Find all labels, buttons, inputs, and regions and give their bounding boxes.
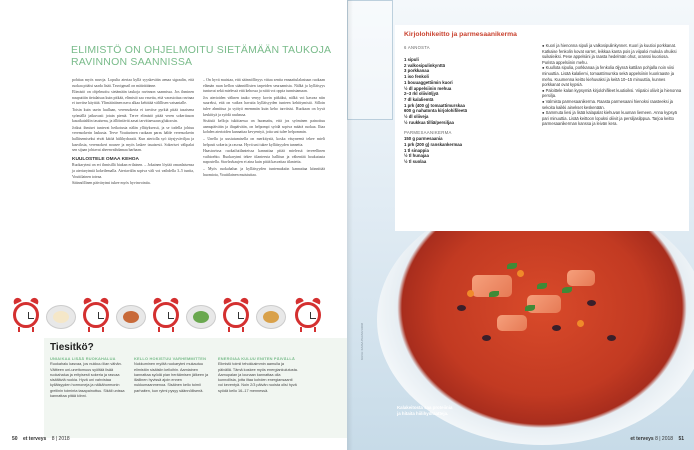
recipe-step: ● Paloittele kalan kypsymiä kirjolohifileet kuutioiksi. Viipaloi oliivit ja hienonna persilja. — [542, 87, 682, 99]
ingredient: 3 porkkanaa — [404, 68, 430, 74]
paragraph: Jos aterioiden välinen tauko venyy kovin pitkäksi, nälkä voi kasvaa niin suureksi, että on vaikea havaita kylläisyyden tunteen kehittymistä. Silloin tulee ahmittua ja syötyä enemmän kuin keho tarvitsisi. Ruokaan on hyvä keskittyä ja syödä rauhassa. — [203, 95, 325, 117]
ingredient: 2 valkosipulinkynttä — [404, 62, 446, 68]
fact-body: Ruokahalu kasvaa, jos nukkuu liian vähän. Väitteen uni-unettomuus syöltää lisää ruokahalua ja erityisesti sokeria ja rasvaa sisältäviä ruokia. Hyvä uni vahvistaa kylläisyyden hormoneja ja nälkähormonin greliinin toiminta tasapainottuu. Sikäli unissa kannattaa pitää kiinni. — [50, 362, 125, 399]
clock-plate-illustration — [12, 298, 342, 336]
article-headline: ELIMISTÖ ON OHJELMOITU SIETÄMÄÄN TAUKOJA RAVINNON SAANNISSA — [71, 44, 331, 68]
page-gutter — [347, 0, 353, 450]
fact-body: Nukkuminen myötä ruokarytmi mukautuu elimistön sisäisiin kelloihin. Aamiainen kannattaa syödä pian heräämisen jälkeen ja illallinen hyvissä ajoin ennen nukkumaanmenoa. Sisäinen kello toimii parhaiten, kun rytmi pysyy säännöllisenä. — [134, 362, 209, 393]
paragraph: – On hyvä muistaa, että säännöllisyys vittaa sentta ennaattulalastuun ruokaan elämän ruan kellon säännöllisten tarpeiden seuraamista. Nälkä ja kylläisyys tuntuvat sekä mielessä että kehossa ja niitä voi oppia tunnistamaan. — [203, 78, 325, 94]
herb-leaf — [489, 291, 499, 297]
ingredient: 600 g nahatonta kirjolohifileetä — [404, 108, 468, 114]
salmon-piece — [497, 315, 527, 331]
olive — [607, 335, 616, 341]
ingredient: 2–3 rkl oliiviöljyä — [404, 91, 439, 97]
fact-column — [134, 356, 214, 394]
paragraph: Elimistö on ohjelmoitu sietämään taukoja ravinnon saannissa. Jos ihminen nauputtiin tietalaisaa kuin pitkää, elimistö saa vasetta, että varastoitua ravinaa ei tarvitse käyttää. Ylimääräinen nava alkaa kehittää välillisen vatsantalle. — [72, 90, 194, 106]
herb-leaf — [507, 263, 517, 269]
ingredient: ½ tl suolaa — [404, 158, 427, 164]
ingredient: 7 dl kalaliemtä — [404, 96, 434, 102]
olive — [457, 305, 466, 311]
servings-label: 6 ANNOSTA — [404, 45, 430, 50]
recipe-step: ● Kuori ja hienonna sipuli ja valkosipulinkynnet. Kuori ja kuutioi porkkanat. Katkaise fenkolin kovat varret, leikkaa kanta pois ja viipaloi mukula ohuiksi suikaleiksi. Pese appelsiini ja raasta hedelmän ohut, oranssi kuoriosa. Purista appelsiinin mehu. — [542, 43, 677, 65]
paragraph: pohtiaa myös navoja. Lopulta ateriaa kyllä syyskevään aenaa sigraalin, että ruokaa pitäisi saada lisää. Tavoigmail on määrättänne. — [72, 78, 194, 88]
paragraph: Haastavissa ruokailutilanteissa kannattaa pitää mielessä terveellinen vaihtoehto. Ruokarytmi tekee tilanteesta hallitun ja vähentää houkutusta napostella. Stavlavkaujen ei aina kuin pitää kasvattaa tilanteita. — [203, 149, 325, 165]
ingredient: 1 prk (400 g) tomaattimurskaa — [404, 102, 465, 108]
plate-icon — [46, 305, 76, 329]
page-number: 50 — [12, 436, 18, 442]
alarm-clock-icon — [12, 298, 40, 332]
plate-icon — [186, 305, 216, 329]
olive — [552, 325, 561, 331]
alarm-clock-icon — [222, 298, 250, 332]
ingredient: 1 bouuaggettiimin kuori — [404, 79, 453, 85]
did-you-know-box — [44, 338, 347, 438]
carrot-piece — [577, 320, 584, 327]
recipe-title: Kirjolohikeitto ja parmesaanikerma — [404, 31, 517, 38]
recipe-step: ● Kuullota sipulia, porkkanaa ja fenkolia öljyssä kattilan pohjalla noin viisi minuuttia. Lisää kalaliemi, tomaattimurska sekä appelsiinin kuoriraaste ja mehu. Kuumenna keitto kiehuvaksi ja keitä 10–15 minuuttia, kunnes porkkanat ovat kypsiä. — [542, 65, 674, 88]
herb-leaf — [525, 305, 535, 311]
ingredient: ½ tl hunajaa — [404, 153, 429, 159]
fact-column — [218, 356, 298, 394]
page-number: 51 — [678, 436, 684, 442]
fact-body: Elimistö toimii tehokkaimmin aamulla ja päivällä. Tämä koskee myös energiankulutusta. Aamupalan ja lounaan kannattaa olla kunnollisia, jotta iltaa kohden energiansaanti voi keventyä. Noin 2/3 päivän ruoista olisi hyvä syödä kello 16–17 mennessä. — [218, 362, 298, 393]
olive — [587, 300, 596, 306]
recipe-steps — [542, 43, 682, 127]
salmon-piece — [567, 270, 595, 286]
recipe-step: ● Sammuta liesi ja lisää kalapalat kiehuvan kuuman liemeen. Anna kypsyä pari minuuttia. Lisää keittoon lopuksi oliivit ja persiljasilppua. Tarjoa keitto parmesaanikerman kanssa ja leivän kera. — [542, 110, 677, 127]
carrot-piece — [517, 270, 524, 277]
article-column-2 — [203, 78, 325, 179]
ingredient: 1 iso fenkoli — [404, 74, 429, 80]
did-you-know-title: Tiesitkö? — [50, 342, 94, 353]
ingredient: ½ dl oliiveja — [404, 114, 429, 120]
herb-leaf — [537, 283, 547, 289]
plate-icon — [256, 305, 286, 329]
fact-heading: UNIAIKAA LISÄÄ RUOKAHALUA — [50, 356, 116, 361]
ingredient: 1 sipuli — [404, 57, 419, 62]
fact-column — [50, 356, 130, 399]
ingredient: 1 prk (200 g) ranskankermaa — [404, 141, 463, 147]
page-footer-left — [12, 436, 70, 442]
magazine-brand: et terveys — [22, 436, 47, 442]
ingredient-section-label: PARMESAANIKERMA — [404, 130, 452, 136]
recipe-card — [395, 25, 689, 231]
herb-leaf — [562, 287, 572, 293]
recipe-step: ● Valmista parmesaanikerma. Raasta parmesaani hienoksi raasteeksi ja sekoita kaikki ainekset keskenään. — [542, 98, 673, 110]
ingredient: 1 tl sinappia — [404, 147, 429, 153]
issue-number: 8 | 2018 — [655, 436, 674, 442]
fact-heading: KELLO HOKISTUU VARHEMMITTEN — [134, 356, 207, 361]
ingredient: 150 g parmesaania — [404, 136, 443, 142]
ingredient: ½ dl appelsiinin mehua — [404, 85, 452, 91]
ingredient-list — [404, 57, 542, 165]
alarm-clock-icon — [294, 298, 322, 332]
issue-number: 8 | 2018 — [51, 436, 70, 442]
olive — [482, 335, 491, 341]
paragraph: Ruokarytmi on eri ihmisillä hiukan erilainen. – Jokainen löytää omanlaisensa ja ateriarytmiä kokeilemalla. Ateriavälin sopiva väli voi vaihdella 3–5 tuntia, Vouttilainen toteaa. — [72, 163, 194, 179]
paragraph: Sisäisiä kelloja tukittaessa on huomattu, että jos syöminen painottuu aamupäivään ja iltapäivään, on helpompi syödä sopiva määrä ruokaa. Iltaa kohden aterioiden kannattaa kevyentyä, jotta uni tulee helpommin. — [203, 119, 325, 135]
section-subhead: KUULOSTELE OMAA KEHOA — [72, 156, 139, 162]
glass-decoration — [347, 0, 393, 120]
alarm-clock-icon — [82, 298, 110, 332]
alarm-clock-icon — [152, 298, 180, 332]
page-footer-right — [626, 436, 684, 442]
carrot-piece — [467, 290, 474, 297]
right-page — [347, 0, 694, 450]
magazine-brand: et terveys — [630, 436, 654, 442]
ingredient: ½ ruukkua tilliä/persiljaa — [404, 119, 454, 125]
paragraph: Jotkut ihmiset tuntevat heikotusta nälän yllätyksessä, ja se todella johtuu verensokerin laskusta. Terve Vouttarinen ruokaan paras hälde verensokerin hallitsemiseksi eivät kätöä hiilihydraatit. Kun ateriolla syö täysjyväviljaa ja kasviksia, verensokeri nousee ja myös laskee tasaisesti. Sokeriset välipalat sen sijaan johtavat aheenvaihdamaa barbaan. — [72, 125, 194, 153]
fact-heading: ENERGIAA KULUU ENITEN PÄIVÄLLÄ — [218, 356, 295, 361]
paragraph: – Unella ja uusiutumisella on merkitystä, koska väsyneenä tekee mieli helposti sokeria ja rasvaa. Hyvä uni tukee kylläisyyden tunnetta. — [203, 136, 325, 147]
article-column-1 — [72, 78, 194, 188]
photo-credit: KUVA: KAISA PAASIVUORI — [360, 322, 364, 360]
plate-icon — [116, 305, 146, 329]
paragraph: – Myös ruokahalun ja kylläisyyden tuntemuksiin kannattaa kiinnittää huomiota, Vouttilainen muistuttaa. — [203, 166, 325, 177]
paragraph: Säännöllinen päivärytmi tukee myös hyvinvointia. — [72, 181, 151, 186]
photo-caption: Kalakeitosta saa proteiinia ja hitaita hiilihydraatteja. — [397, 405, 453, 416]
paragraph: Toisin kuin usein luullaan, verensokeria ei tarvitse pyrkiä pitää tasaisena syömällä jatkuvasti jotain pientä. Terve elimistö pitää veren sokeritason kasaikaiahlin tasaisena, ja ällöintävät aasat tarvittaessaan glukoosin. — [72, 107, 194, 124]
